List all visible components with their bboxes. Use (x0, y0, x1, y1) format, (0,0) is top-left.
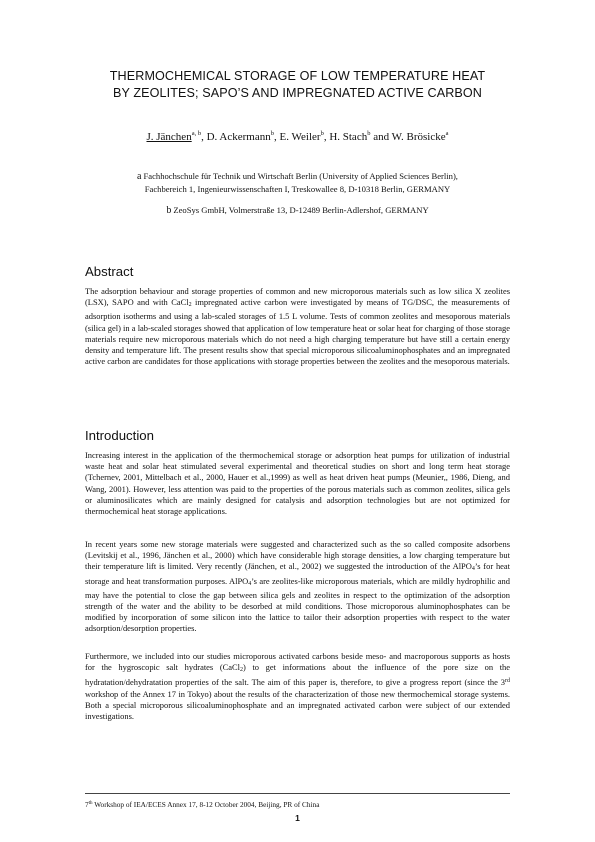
paper-title (60, 68, 535, 102)
affiliation-b-mark: b (166, 205, 172, 216)
affiliation-a-mark: a (137, 171, 142, 182)
introduction-paragraph-2: In recent years some new storage materials were suggested and characterized such as the so called composite adsorbens (Levitskij et al., 1996, Jänchen et al., 2000) which have considerable high storage densities, a low charging temperature but their temperature lift is limited. Very recently (Jänchen, et al., 2002) we suggested the introduction of the AlPO$_4$’s for heat storage and heat transformation purposes. AlPO$_4$’s are zeolites-like microporous materials, which are mildly hydrophilic and may have the potential to close the gap between silica gels and zeolites in respect to the optimization of the adsorption strength of the water and the ability to be desorbed at mild conditions. Those microporous aluminophosphates can be modified by incorporation of some silicon into the lattice to tailor their adsorption properties with respect to the water adsorption/desorption properties. (85, 539, 510, 634)
author-stach-affiliation: b (367, 130, 371, 137)
author-ackermann: , D. Ackermann (201, 131, 271, 143)
author-weiler-affiliation: b (320, 130, 324, 137)
author-janchen-affiliation: a, b (191, 130, 202, 137)
title-line-1: THERMOCHEMICAL STORAGE OF LOW TEMPERATURE HEAT (109, 69, 486, 83)
introduction-paragraph-1: Increasing interest in the application of the thermochemical storage or adsorption heat pumps for utilization of industrial waste heat and solar heat stimulated several experimental and theoretical studies on short and long term heat storage (Tchernev, 2001, Mittelbach et al., 2000, Hauer et al.,1999) as well as heat driven heat pumps (Meunier,, 1986, Dieng, and Wang, 2001). However, less attention was paid to the properties of the porous materials such as common zeolites, silica gels or aluminosilicates which are mainly designed for catalysis and adsorption technologies but are not optimized for thermochemical heat storage applications. (85, 450, 510, 517)
author-weiler: , E. Weiler (274, 131, 321, 143)
affiliation-b (60, 204, 535, 217)
footer-rule (85, 793, 510, 794)
affiliation-a-line-1: Fachhochschule für Technik und Wirtschaft Berlin (University of Applied Sciences Berlin), (143, 171, 458, 181)
footer-note: 7th Workshop of IEA/ECES Annex 17, 8-12 October 2004, Beijing, PR of China (85, 800, 320, 809)
page-number: 1 (295, 813, 300, 823)
author-list (60, 127, 535, 144)
author-janchen: J. Jänchen (146, 131, 192, 143)
affiliation-a-line-2: Fachbereich 1, Ingenieurwissenschaften I, Treskowallee 8, D-10318 Berlin, GERMANY (144, 184, 451, 195)
title-line-2: BY ZEOLITES; SAPO’S AND IMPREGNATED ACTIVE CARBON (112, 86, 483, 100)
author-brosicke: and W. Brösicke (370, 131, 446, 143)
affiliation-b-line: ZeoSys GmbH, Volmerstraße 13, D-12489 Berlin-Adlershof, GERMANY (173, 205, 429, 215)
abstract-heading: Abstract (85, 264, 134, 279)
author-brosicke-affiliation: a (445, 130, 449, 137)
introduction-heading: Introduction (85, 428, 154, 443)
introduction-paragraph-3: Furthermore, we included into our studies microporous activated carbons beside meso- and macroporous supports as hosts for the hygroscopic salt hydrates (CaCl$_2$) to get informations about the influence of the pore size on the hydratation/dehydratation properties of the salt. The aim of this paper is, therefore, to give a progress report (since the 3rd workshop of the Annex 17 in Tokyo) about the results of the characterization of those new thermochemical storage systems. Both a special microporous silicoaluminophosphate and an impregnated activated carbon were subject of our extended investigations. (85, 651, 510, 722)
abstract-text: The adsorption behaviour and storage properties of common and new microporous materials such as low silica X zeolites (LSX), SAPO and with CaCl$_2$ impregnated active carbon were investigated by means of TG/DSC, the measurements of adsorption isotherms and using a lab-scaled storages of 1.5 L volume. Tests of common zeolites and mesoporous materials (silica gel) in a lab-scaled storages showed that application of low temperature heat or solar heat for charging of those storage materials require new microporous materials which do not need a high charging temperature but have still a certain energy density and temperature lift. The present results show that special microporous silicoaluminophosphates and an impregnated active carbon are candidates for those applications with storage properties between the zeolites and the mesoporous materials. (85, 286, 510, 367)
affiliation-a (60, 170, 535, 196)
author-stach: , H. Stach (323, 131, 368, 143)
author-ackermann-affiliation: b (270, 130, 274, 137)
